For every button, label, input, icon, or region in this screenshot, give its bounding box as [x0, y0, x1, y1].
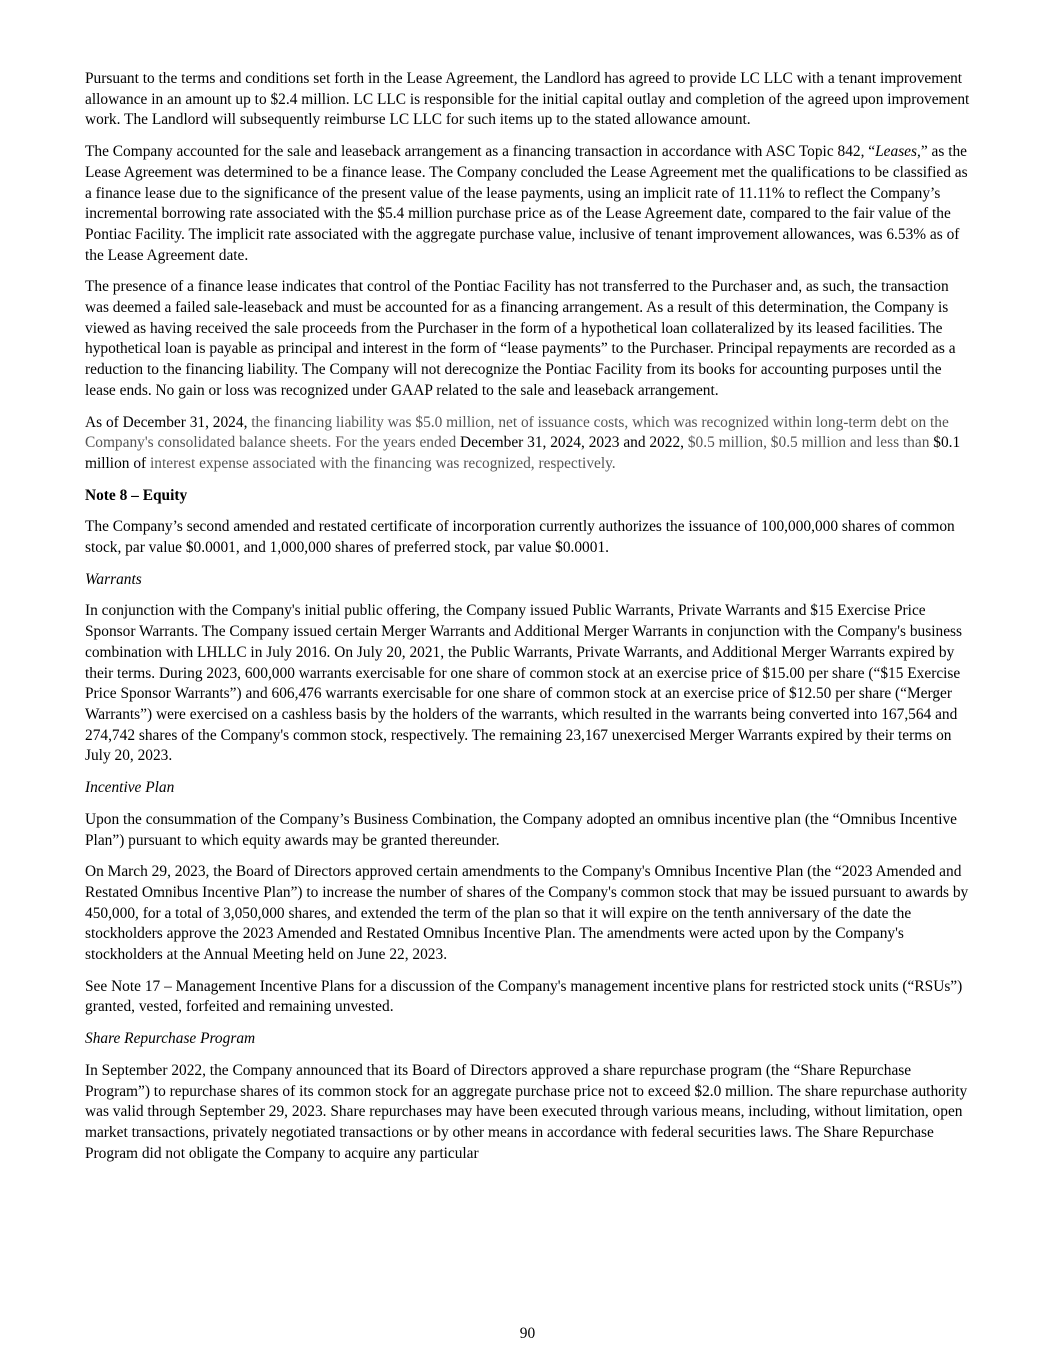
financing-interest-last-amount: $0.1 million of	[85, 434, 961, 472]
note-8-heading: Note 8 – Equity	[85, 486, 188, 504]
share-repurchase-paragraph: In September 2022, the Company announced that its Board of Directors approved a share repurchase program (the “Share Repurchase Program”) to repurchase shares of its common stock for an aggregate purchase price not to exceed $2.0 million. The share repurchase authority was valid through September 29, 2023. Share repurchases may have been executed through various means, including, without limitation, open market transactions, privately negotiated transactions or by other means in accordance with federal securities laws. The Share Repurchase Program did not obligate the Company to acquire any particular	[85, 1061, 968, 1162]
rsu-reference-paragraph: See Note 17 – Management Incentive Plans for a discussion of the Company's management incentive plans for restricted stock units (“RSUs”) granted, vested, forfeited and remaining unvested.	[85, 977, 963, 1016]
failed-sale-leaseback-paragraph: The presence of a finance lease indicates that control of the Pontiac Facility has not transferred to the Purchaser and, as such, the transaction was deemed a failed sale-leaseback and must be accounted for as a financing arrangement. As a result of this determination, the Company is viewed as having received the sale proceeds from the Purchaser in the form of a hypothetical loan collateralized by its leased facilities. The hypothetical loan is payable as principal and interest in the form of “lease payments” to the Purchaser. Principal repayments are recorded as a reduction to the financing liability. The Company will not derecognize the Pontiac Facility from its books for accounting purposes until the lease ends. No gain or loss was recognized under GAAP related to the sale and leaseback arrangement.	[85, 278, 956, 399]
share-repurchase-subheading: Share Repurchase Program	[85, 1030, 256, 1048]
financing-interest-amounts: $0.5 million, $0.5 million and less than	[684, 434, 934, 452]
lease-accounting-text-start: The Company accounted for the sale and leaseback arrangement as a financing transaction in accordance with ASC Topic 842, “	[85, 143, 876, 161]
lease-accounting-text-end: ,” as the Lease Agreement was determined to be a finance lease. The Company concluded the Lease Agreement met the qualifications to be classified as a finance lease due to the significance of the present value of the lease payments, using an implicit rate of 11.11% to reflect the Company’s incremental borrowing rate associated with the $5.4 million purchase price as of the Lease Agreement date, compared to the fair value of the Pontiac Facility. The implicit rate associated with the aggregate purchase value, inclusive of tenant improvement allowances, was 6.53% as of the Lease Agreement date.	[85, 143, 968, 264]
warrants-paragraph: In conjunction with the Company's initial public offering, the Company issued Public Warrants, Private Warrants and $15 Exercise Price Sponsor Warrants. The Company issued certain Merger Warrants and Additional Merger Warrants in conjunction with the Company's business combination with LHLLC in July 2016. On July 20, 2021, the Public Warrants, Private Warrants, and Additional Merger Warrants expired by their terms. During 2023, 600,000 warrants exercisable for one share of common stock at an exercise price of $15.00 per share (“$15 Exercise Price Sponsor Warrants”) and 606,476 warrants exercisable for one share of common stock at an exercise price of $12.50 per share (“Merger Warrants”) were exercised on a cashless basis by the holders of the warrants, which resulted in the warrants being converted into 167,564 and 274,742 shares of the Company's common stock, respectively. The remaining 23,167 unexercised Merger Warrants expired by their terms on July 20, 2023.	[85, 602, 963, 765]
financing-liability-date: As of December 31, 2024,	[85, 413, 248, 431]
financing-liability-text: the financing liability was $5.0 million, net of issuance costs, which was recognized within long-term debt on the Company's consolidated balance sheets. For the years ended	[85, 413, 949, 452]
authorized-shares-paragraph: The Company’s second amended and restated certificate of incorporation currently authorizes the issuance of 100,000,000 shares of common stock, par value $0.0001, and 1,000,000 shares of preferred stock, par value $0.0001.	[85, 518, 955, 557]
leases-italic-term: Leases	[875, 143, 918, 161]
financing-liability-paragraph	[85, 413, 970, 475]
lease-accounting-paragraph	[85, 142, 970, 266]
plan-amendment-paragraph: On March 29, 2023, the Board of Directors approved certain amendments to the Company's Omnibus Incentive Plan (the “2023 Amended and Restated Omnibus Incentive Plan”) to increase the number of shares of the Company's common stock that may be issued pursuant to awards by 450,000, for a total of 3,050,000 shares, and extended the term of the plan so that it will expire on the tenth anniversary of the date the stockholders approve the 2023 Amended and Restated Omnibus Incentive Plan. The amendments were acted upon by the Company's stockholders at the Annual Meeting held on June 22, 2023.	[85, 863, 969, 964]
omnibus-plan-paragraph: Upon the consummation of the Company’s Business Combination, the Company adopted an omnibus incentive plan (the “Omnibus Incentive Plan”) pursuant to which equity awards may be granted thereunder.	[85, 810, 957, 849]
incentive-plan-subheading: Incentive Plan	[85, 779, 175, 797]
lease-allowance-paragraph: Pursuant to the terms and conditions set forth in the Lease Agreement, the Landlord has agreed to provide LC LLC with a tenant improvement allowance in an amount up to $2.4 million. LC LLC is responsible for the initial capital outlay and completion of the agreed upon improvement work. The Landlord will subsequently reimburse LC LLC for such items up to the stated allowance amount.	[85, 70, 970, 129]
financing-years-ended: December 31, 2024, 2023 and 2022,	[460, 434, 685, 452]
financing-interest-text-end: interest expense associated with the financing was recognized, respectively.	[146, 454, 616, 472]
warrants-subheading: Warrants	[85, 570, 142, 588]
page-number: 90	[519, 1325, 536, 1342]
document-page	[85, 69, 970, 1175]
